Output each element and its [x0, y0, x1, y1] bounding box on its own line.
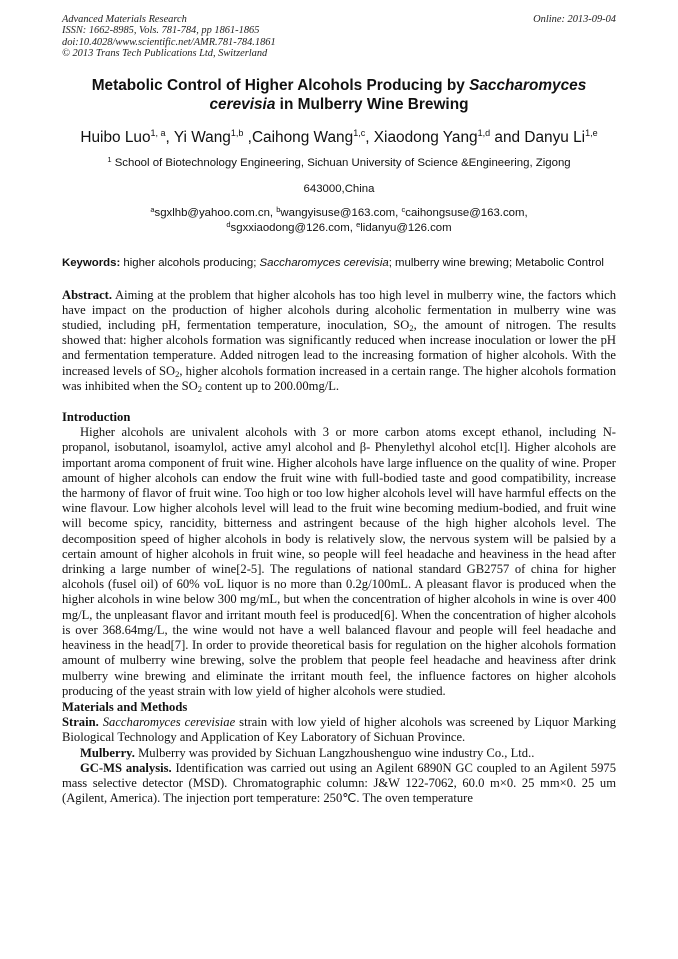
subscript: 2	[197, 383, 202, 394]
abstract-text: content up to 200.00mg/L.	[201, 378, 340, 393]
author-name: Caihong Wang	[251, 128, 354, 146]
email-line2	[62, 221, 616, 236]
journal-issn: ISSN: 1662-8985, Vols. 781-784, pp 1861-1865	[62, 25, 260, 37]
author-name: Huibo Luo	[80, 128, 151, 146]
keywords-italic: Saccharomyces cerevisia	[259, 256, 389, 269]
strain-paragraph	[62, 715, 616, 745]
author-name: Xiaodong Yang	[373, 128, 478, 146]
mulberry-text: Mulberry was provided by Sichuan Langzhoushenguo wine industry Co., Ltd..	[134, 745, 535, 760]
email-c[interactable]: caihongsuse@163.com,	[405, 206, 528, 219]
keywords-text: higher alcohols producing;	[120, 256, 260, 269]
author-separator: ,	[365, 128, 374, 146]
paper-title	[62, 76, 616, 114]
abstract-text: , the amount of nitrogen. The results showed that: higher alcohols formation was significantly reduced when increase inoculation or lower the pH and fermentation temperature. Added nitrogen lead to the increasing formation of higher alcohols. With the increased levels of SO	[62, 318, 617, 378]
title-part2: in Mulberry Wine Brewing	[275, 95, 469, 113]
affiliation-text: School of Biotechnology Engineering, Sichuan University of Science &Engineering, Zigong	[111, 156, 571, 169]
affiliation	[62, 150, 616, 202]
author-affil-mark: 1,c	[353, 127, 366, 138]
online-date: Online: 2013-09-04	[533, 14, 616, 25]
strain-species: Saccharomyces cerevisiae	[102, 715, 236, 730]
author-affil-mark: 1,b	[230, 127, 244, 138]
affiliation-line2: 643000,China	[303, 182, 375, 195]
strain-label: Strain.	[62, 715, 99, 730]
subscript: 2	[175, 368, 180, 379]
section-heading-methods: Materials and Methods	[62, 699, 188, 714]
abstract-text: , higher alcohols formation increased in a certain range. The higher alcohols formation was inhibited when the SO	[62, 363, 616, 393]
title-italic-species: Saccharomyces cerevisia	[209, 76, 587, 113]
email-b[interactable]: wangyisuse@163.com,	[280, 206, 402, 219]
email-mark: d	[226, 219, 231, 229]
abstract-text: Aiming at the problem that higher alcohols has too high level in mulberry wine, the factors which have impact on the production of higher alcohols during alcoholic fermentation in mulberry wine was studied, including pH, fermentation temperature, inoculation, SO	[62, 287, 616, 333]
author-affil-mark: 1, a	[150, 127, 166, 138]
gcms-text: Identification was carried out using an Agilent 6890N GC coupled to an Agilent 5975 mass selective detector (MSD). Chromatographic column: J&W 122-7062, 60.0 m×0. 25 mm×0. 25 um (Agilent, America). The injection port temperature: 250℃. The oven temperature	[62, 760, 617, 806]
author-name: Danyu Li	[524, 128, 586, 146]
title-part1: Metabolic Control of Higher Alcohols Producing by	[91, 76, 470, 94]
mulberry-label: Mulberry.	[80, 745, 135, 760]
email-mark: e	[356, 219, 361, 229]
mulberry-paragraph	[62, 746, 616, 761]
abstract	[62, 288, 616, 394]
email-mark: b	[276, 204, 281, 214]
author-separator: and	[490, 128, 525, 146]
keywords	[62, 256, 616, 270]
author-separator: ,	[243, 128, 252, 146]
author-separator: ,	[165, 128, 174, 146]
author-list	[62, 128, 616, 148]
journal-copyright: © 2013 Trans Tech Publications Ltd, Switzerland	[62, 48, 268, 60]
keywords-text: ; mulberry wine brewing; Metabolic Control	[388, 256, 604, 269]
strain-text: strain with low yield of higher alcohols was screened by Liquor Marking Biological Technology and Application of Key Laboratory of Sichuan Province.	[62, 715, 617, 745]
email-d[interactable]: sgxxiaodong@126.com,	[230, 221, 357, 234]
email-line1	[62, 206, 616, 221]
email-mark: c	[401, 204, 406, 214]
journal-doi: doi:10.4028/www.scientific.net/AMR.781-784.1861	[62, 36, 276, 48]
author-name: Yi Wang	[173, 128, 231, 146]
gcms-paragraph	[62, 761, 616, 807]
journal-header	[62, 14, 616, 60]
email-mark: a	[150, 204, 155, 214]
gcms-label: GC-MS analysis.	[80, 760, 172, 775]
affiliation-mark: 1	[107, 154, 112, 164]
affiliation-line1	[62, 150, 616, 176]
author-emails	[62, 206, 616, 236]
email-e[interactable]: lidanyu@126.com	[360, 221, 452, 234]
author-affil-mark: 1,d	[477, 127, 491, 138]
keywords-label: Keywords:	[62, 256, 121, 269]
author-affil-mark: 1,e	[585, 127, 598, 138]
email-a[interactable]: sgxlhb@yahoo.com.cn,	[154, 206, 277, 219]
abstract-label: Abstract.	[62, 287, 113, 302]
journal-name: Advanced Materials Research	[62, 14, 187, 25]
subscript: 2	[409, 323, 414, 334]
introduction-paragraph: Higher alcohols are univalent alcohols with 3 or more carbon atoms except ethanol, including N-propanol, isobutanol, isoamylol, active amyl alcohol and β- Phenylethyl alcohol etc[l]. Higher alcohols are important aroma component of fruit wine. Higher alcohols have large influence on the quality of wine. Proper amount of higher alcohols can endow the fruit wine with full-bodied taste and good compatibility, increase the harmony of flavor of fruit wine. Too high or too low higher alcohols level will have harmful effects on the wine flavour. Low higher alcohols level will lead to the fruit wine becoming medium-bodied, and fruit wine will become spicy, rancidity, bitterness and astringent because of the high higher alcohols level. The decomposition speed of higher alcohols in body is relatively slow, the nervous system will be palsied by a certain amount of higher alcohols in fruit wine, so people will feel headache and heaviness in the head after drinking a large number of wine[2-5]. The regulations of national standard GB2757 of china for higher alcohols (fusel oil) of 60% voL liquor is no more than 0.2g/100mL. A pleasant flavor is produced when the higher alcohols in wine below 300 mg/mL, but when the concentration of higher alcohols in wine is over 400 mg/L, the unpleasant flavor and irritant mouth feel is produced[6]. When the concentration of higher alcohols is over 368.64mg/L, the wine would not have a well balanced flavour and people will feel headache and heaviness in the head[7]. In order to provide theoretical basis for regulation on the higher alcohols formation amount of mulberry wine brewing, solve the problem that people feel headache and heaviness after drink mulberry wine brewing and eliminate the irritant mouth feel, the influence factores on higher alcohols producing of the yeast strain with low yield of higher alcohols were studied.	[62, 425, 616, 698]
section-heading-introduction: Introduction	[62, 410, 131, 425]
